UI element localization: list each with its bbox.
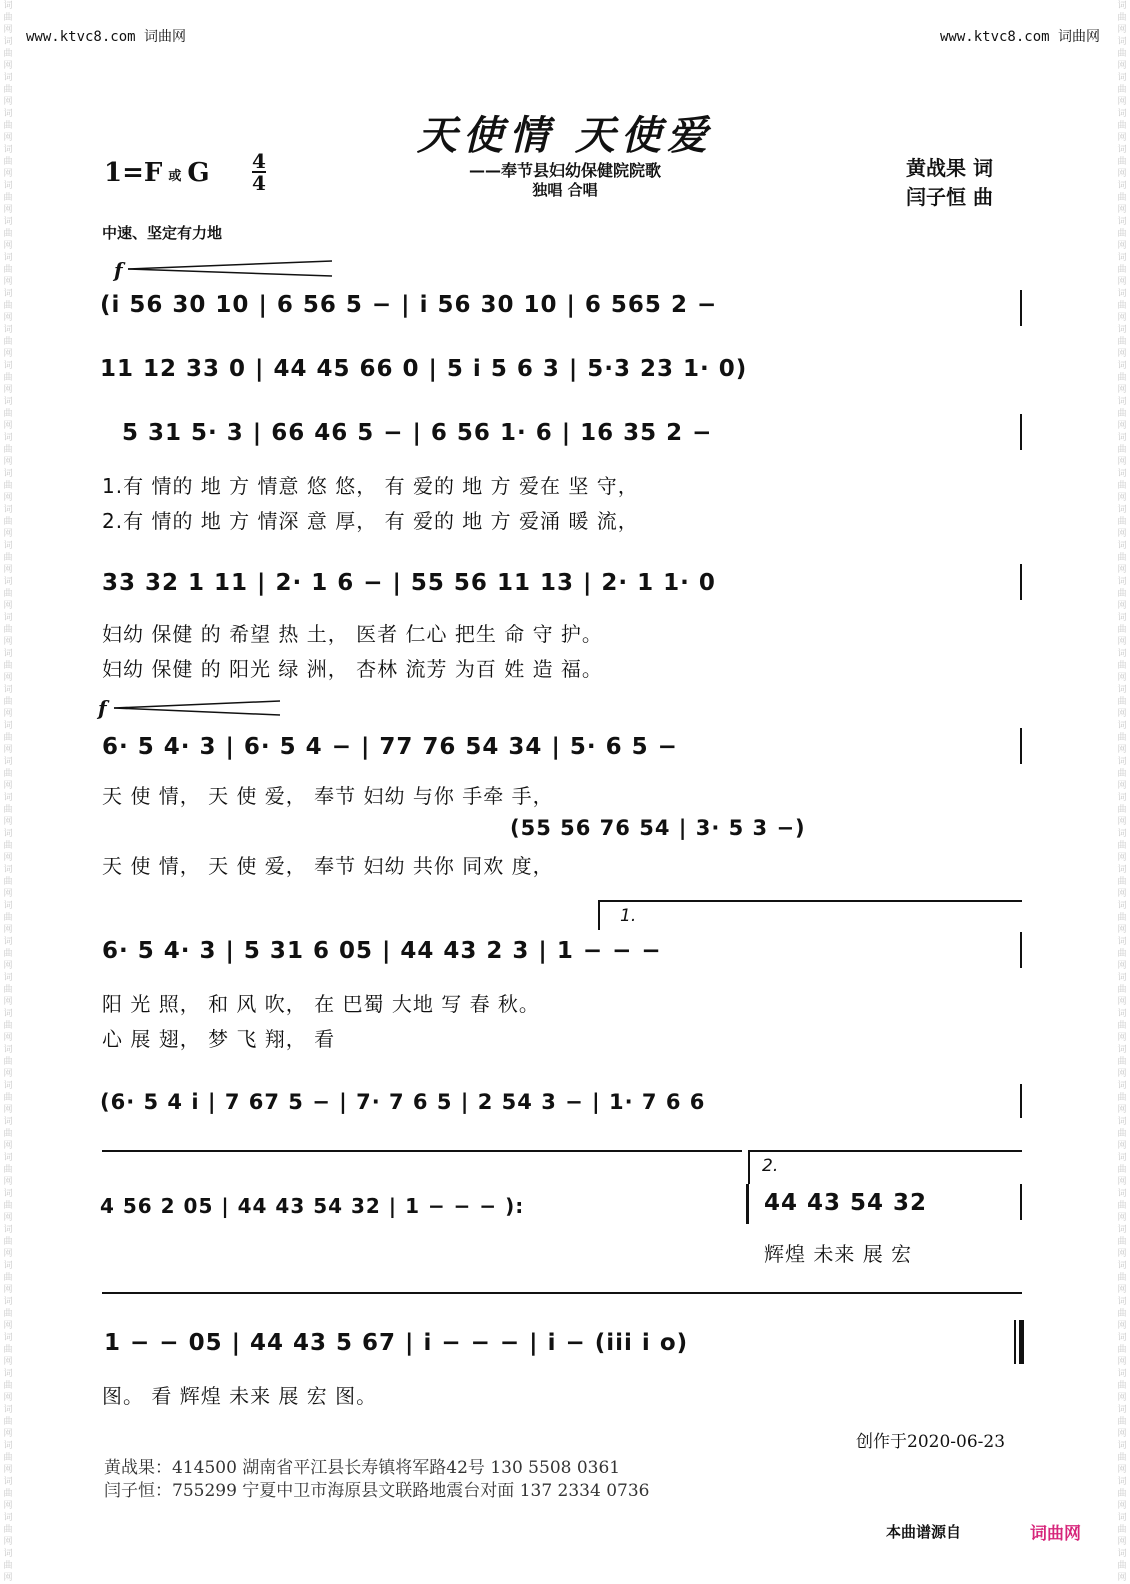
lyricist-credit: 黄战果 词 (906, 156, 993, 180)
watermark-text: 词曲网 (1117, 1009, 1127, 1043)
watermark-text: 词曲网 (3, 757, 13, 791)
watermark-text: 词曲网 (3, 793, 13, 827)
watermark-text: 词曲网 (3, 1549, 13, 1583)
watermark-text: 词曲网 (3, 73, 13, 107)
watermark-text: 词曲网 (1117, 1225, 1127, 1259)
watermark-text: 词曲网 (3, 1, 13, 35)
watermark-text: 词曲网 (3, 613, 13, 647)
watermark-text: 词曲网 (3, 1117, 13, 1151)
notation-row-1: (i 56 30 10 | 6 56 5 − | i 56 30 10 | 6 565 2 − (100, 292, 718, 318)
watermark-text: 词曲网 (1117, 109, 1127, 143)
volta-label-1: 1. (620, 906, 637, 926)
watermark-text: 词曲网 (1117, 1513, 1127, 1547)
watermark-text: 词曲网 (3, 1333, 13, 1367)
watermark-text: 词曲网 (1117, 73, 1127, 107)
watermark-text: 词曲网 (1117, 325, 1127, 359)
watermark-text: 词曲网 (3, 1225, 13, 1259)
song-subtitle: ——奉节县妇幼保健院院歌 (468, 161, 661, 180)
watermark-text: 词曲网 (1117, 1189, 1127, 1223)
watermark-text: 词曲网 (1117, 253, 1127, 287)
barline (1020, 932, 1022, 968)
volta-bracket-2-start (748, 1150, 750, 1184)
watermark-text: 词曲网 (3, 109, 13, 143)
watermark-text: 词曲网 (1117, 1, 1127, 35)
watermark-text: 词曲网 (1117, 1333, 1127, 1367)
watermark-text: 词曲网 (3, 181, 13, 215)
lyrics-row-5-verse-2: 天 使 情， 天 使 爱， 奉节 妇幼 共你 同欢 度， (102, 854, 554, 878)
watermark-text: 词曲网 (3, 577, 13, 611)
watermark-text: 词曲网 (1117, 901, 1127, 935)
notation-row-6: 6· 5 4· 3 | 5 31 6 05 | 44 43 2 3 | 1 − − − (102, 938, 662, 964)
watermark-text: 词曲网 (1117, 793, 1127, 827)
watermark-text: 词曲网 (3, 1405, 13, 1439)
watermark-text: 词曲网 (1117, 181, 1127, 215)
watermark-text: 词曲网 (3, 397, 13, 431)
site-link-left[interactable]: www.ktvc8.com 词曲网 (26, 29, 187, 45)
right-watermark-strip (1114, 0, 1130, 1583)
watermark-text: 词曲网 (1117, 37, 1127, 71)
barline (1020, 1084, 1022, 1118)
lyrics-row-3-verse-1: 1.有 情的 地 方 情意 悠 悠， 有 爱的 地 方 爱在 坚 守， (102, 474, 639, 498)
notation-row-8: 4 56 2 05 | 44 43 54 32 | 1 − − − ): (100, 1194, 525, 1218)
notation-row-2: 11 12 33 0 | 44 45 66 0 | 5 i 5 6 3 | 5·3 23 1· 0) (100, 356, 748, 382)
watermark-text: 词曲网 (1117, 1477, 1127, 1511)
lyrics-row-5-verse-1: 天 使 情， 天 使 爱， 奉节 妇幼 与你 手牵 手， (102, 784, 554, 808)
watermark-text: 词曲网 (3, 37, 13, 71)
volta-label-2: 2. (762, 1156, 779, 1176)
watermark-text: 词曲网 (3, 253, 13, 287)
notation-row-8-ending-2: 44 43 54 32 (764, 1190, 928, 1216)
notation-row-4: 33 32 1 11 | 2· 1 6 − | 55 56 11 13 | 2· 1 1· 0 (102, 570, 716, 596)
watermark-text: 词曲网 (1117, 1261, 1127, 1295)
barline (1020, 290, 1022, 326)
watermark-text: 词曲网 (1117, 469, 1127, 503)
watermark-text: 词曲网 (3, 469, 13, 503)
left-watermark-strip (0, 0, 16, 1583)
watermark-text: 词曲网 (1117, 1297, 1127, 1331)
source-label: 本曲谱源自 (886, 1523, 962, 1541)
notation-row-5-harmony: (55 56 76 54 | 3· 5 3 −) (510, 816, 806, 840)
lyrics-row-3-verse-2: 2.有 情的 地 方 情深 意 厚， 有 爱的 地 方 爱涌 暖 流， (102, 509, 639, 533)
watermark-text: 词曲网 (3, 829, 13, 863)
final-barline-thin (1014, 1320, 1016, 1364)
watermark-text: 词曲网 (3, 217, 13, 251)
lyrics-row-6-verse-2: 心 展 翅， 梦 飞 翔， 看 (102, 1027, 336, 1051)
watermark-text: 词曲网 (3, 721, 13, 755)
watermark-text: 词曲网 (1117, 1081, 1127, 1115)
watermark-text: 词曲网 (1117, 1153, 1127, 1187)
barline (1020, 414, 1022, 450)
watermark-text: 词曲网 (1117, 973, 1127, 1007)
watermark-text: 词曲网 (1117, 577, 1127, 611)
volta-bracket-2 (748, 1150, 1022, 1152)
lyrics-row-4-verse-1: 妇幼 保健 的 希望 热 土， 医者 仁心 把生 命 守 护。 (102, 622, 603, 646)
time-bottom: 4 (252, 171, 266, 195)
volta-bracket-line-2 (102, 1292, 1022, 1294)
watermark-text: 词曲网 (3, 145, 13, 179)
time-top: 4 (252, 149, 266, 173)
watermark-text: 词曲网 (1117, 1441, 1127, 1475)
watermark-text: 词曲网 (1117, 289, 1127, 323)
watermark-text: 词曲网 (1117, 397, 1127, 431)
watermark-text: 词曲网 (1117, 685, 1127, 719)
site-link-right[interactable]: www.ktvc8.com 词曲网 (940, 29, 1101, 45)
watermark-text: 词曲网 (1117, 649, 1127, 683)
watermark-text: 词曲网 (1117, 361, 1127, 395)
dynamic-forte-1: f (114, 258, 123, 282)
contact-composer: 闫子恒：755299 宁夏中卫市海原县文联路地震台对面 137 2334 0736 (104, 1481, 650, 1501)
notation-row-7: (6· 5 4 i | 7 67 5 − | 7· 7 6 5 | 2 54 3 − | 1· 7 6 6 (100, 1090, 706, 1114)
watermark-text: 词曲网 (3, 1513, 13, 1547)
composer-credit: 闫子恒 曲 (906, 185, 993, 209)
watermark-text: 词曲网 (1117, 1405, 1127, 1439)
song-title: 天使情 天使爱 (417, 112, 713, 159)
key-main-1: 1=F (104, 158, 163, 188)
dynamic-forte-2: f (98, 696, 107, 720)
contact-lyricist: 黄战果：414500 湖南省平江县长寿镇将军路42号 130 5508 0361 (104, 1458, 621, 1478)
repeat-barline (746, 1184, 749, 1224)
final-barline-thick (1019, 1320, 1024, 1364)
notation-row-5: 6· 5 4· 3 | 6· 5 4 − | 77 76 54 34 | 5· 6 5 − (102, 734, 678, 760)
watermark-text: 词曲网 (1117, 1549, 1127, 1583)
volta-bracket-1 (598, 900, 1022, 902)
watermark-text: 词曲网 (3, 649, 13, 683)
watermark-text: 词曲网 (1117, 433, 1127, 467)
lyrics-row-6-verse-1: 阳 光 照， 和 风 吹， 在 巴蜀 大地 写 春 秋。 (102, 992, 540, 1016)
key-signature (104, 158, 210, 188)
watermark-text: 词曲网 (3, 865, 13, 899)
watermark-text: 词曲网 (3, 1297, 13, 1331)
watermark-text: 词曲网 (3, 973, 13, 1007)
watermark-text: 词曲网 (1117, 937, 1127, 971)
key-or: 或 (168, 168, 182, 184)
crescendo-hairpin-1 (126, 258, 336, 280)
watermark-text: 词曲网 (1117, 505, 1127, 539)
key-main-2: G (187, 158, 210, 188)
watermark-text: 词曲网 (3, 325, 13, 359)
tempo-marking: 中速、坚定有力地 (102, 224, 223, 242)
watermark-text: 词曲网 (3, 901, 13, 935)
watermark-text: 词曲网 (1117, 865, 1127, 899)
watermark-text: 词曲网 (1117, 1369, 1127, 1403)
performance-type: 独唱 合唱 (532, 181, 598, 199)
watermark-text: 词曲网 (3, 1441, 13, 1475)
watermark-text: 词曲网 (1117, 1045, 1127, 1079)
watermark-text: 词曲网 (3, 289, 13, 323)
barline (1020, 564, 1022, 600)
creation-date: 创作于2020-06-23 (856, 1432, 1006, 1452)
watermark-text: 词曲网 (1117, 541, 1127, 575)
watermark-text: 词曲网 (3, 1189, 13, 1223)
notation-row-9: 1 − − 05 | 44 43 5 67 | i − − − | i − (iii i o) (104, 1330, 689, 1356)
lyrics-row-4-verse-2: 妇幼 保健 的 阳光 绿 洲， 杏林 流芳 为百 姓 造 福。 (102, 657, 603, 681)
watermark-text: 词曲网 (3, 1261, 13, 1295)
watermark-text: 词曲网 (3, 1081, 13, 1115)
watermark-text: 词曲网 (3, 1153, 13, 1187)
crescendo-hairpin-2 (112, 698, 284, 718)
watermark-text: 词曲网 (3, 685, 13, 719)
volta-bracket-1-start (598, 900, 600, 930)
site-logo-link[interactable]: 词曲网 (1030, 1524, 1081, 1544)
watermark-text: 词曲网 (1117, 757, 1127, 791)
watermark-text: 词曲网 (3, 1477, 13, 1511)
lyrics-row-9: 图。 看 辉煌 未来 展 宏 图。 (102, 1384, 378, 1408)
watermark-text: 词曲网 (1117, 721, 1127, 755)
watermark-text: 词曲网 (1117, 829, 1127, 863)
watermark-text: 词曲网 (3, 1045, 13, 1079)
barline (1020, 1184, 1022, 1220)
watermark-text: 词曲网 (3, 361, 13, 395)
watermark-text: 词曲网 (3, 937, 13, 971)
watermark-text: 词曲网 (1117, 217, 1127, 251)
watermark-text: 词曲网 (3, 1369, 13, 1403)
watermark-text: 词曲网 (1117, 1117, 1127, 1151)
notation-row-3: 5 31 5· 3 | 66 46 5 − | 6 56 1· 6 | 16 35 2 − (122, 420, 713, 446)
barline (1020, 728, 1022, 764)
watermark-text: 词曲网 (3, 505, 13, 539)
watermark-text: 词曲网 (3, 541, 13, 575)
watermark-text: 词曲网 (1117, 145, 1127, 179)
time-signature (252, 151, 266, 193)
watermark-text: 词曲网 (3, 433, 13, 467)
lyrics-row-8: 辉煌 未来 展 宏 (764, 1242, 913, 1266)
volta-bracket-line (102, 1150, 742, 1152)
watermark-text: 词曲网 (1117, 613, 1127, 647)
watermark-text: 词曲网 (3, 1009, 13, 1043)
